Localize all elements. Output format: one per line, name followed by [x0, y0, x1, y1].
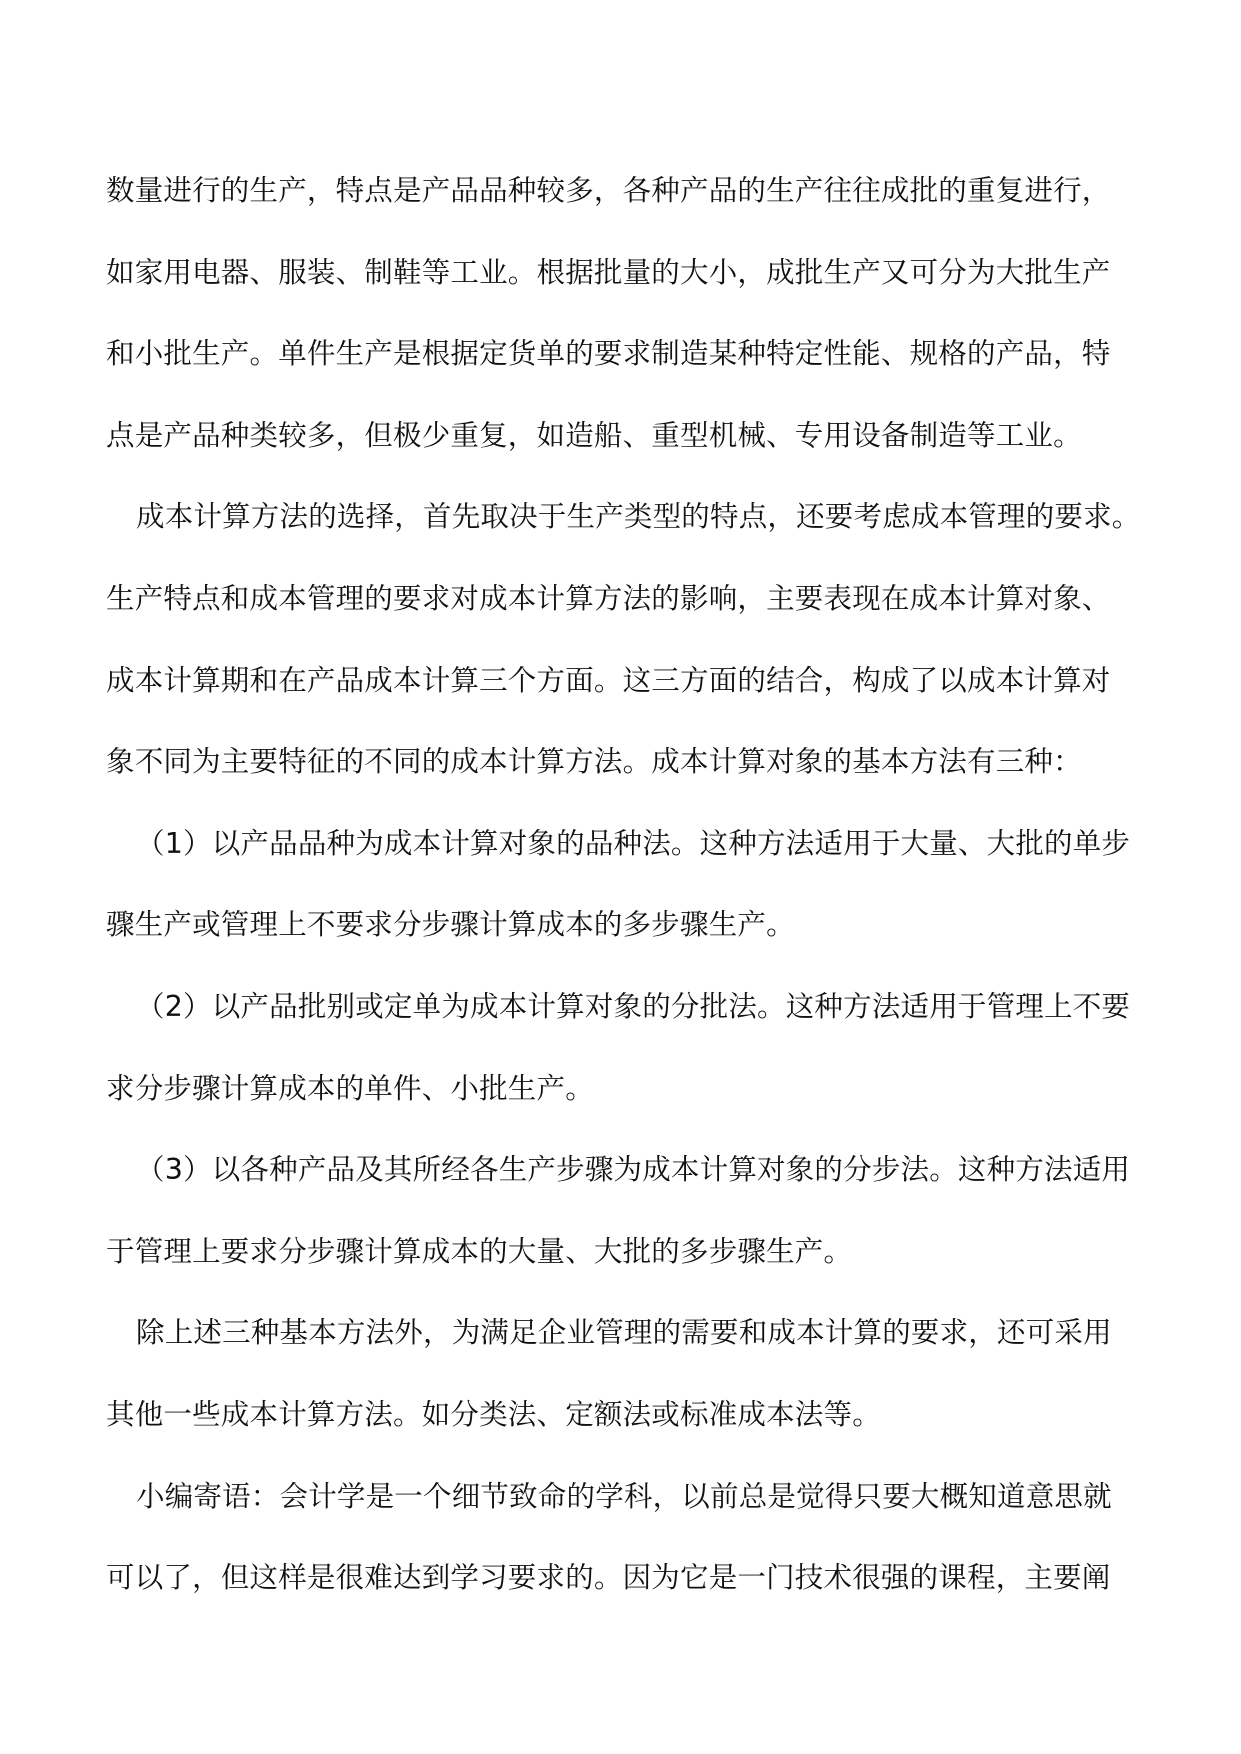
editor-note-line: 小编寄语：会计学是一个细节致命的学科，以前总是觉得只要大概知道意思就 — [136, 1479, 1112, 1513]
text-line: 点是产品种类较多，但极少重复，如造船、重型机械、专用设备制造等工业。 — [106, 418, 1082, 452]
list-item-1-line: （1）以产品品种为成本计算对象的品种法。这种方法适用于大量、大批的单步 — [136, 826, 1131, 860]
paragraph-start-line: 除上述三种基本方法外，为满足企业管理的需要和成本计算的要求，还可采用 — [136, 1316, 1112, 1350]
text-line: 成本计算期和在产品成本计算三个方面。这三方面的结合，构成了以成本计算对 — [106, 663, 1111, 697]
text-line: 象不同为主要特征的不同的成本计算方法。成本计算对象的基本方法有三种： — [106, 745, 1082, 779]
list-item-3-line: （3）以各种产品及其所经各生产步骤为成本计算对象的分步法。这种方法适用 — [136, 1153, 1131, 1187]
list-item-2-line: （2）以产品批别或定单为成本计算对象的分批法。这种方法适用于管理上不要 — [136, 989, 1131, 1023]
text-line: 求分步骤计算成本的单件、小批生产。 — [106, 1071, 594, 1105]
text-line: 生产特点和成本管理的要求对成本计算方法的影响，主要表现在成本计算对象、 — [106, 581, 1111, 615]
text-line: 数量进行的生产，特点是产品品种较多，各种产品的生产往往成批的重复进行， — [106, 174, 1111, 207]
body-text — [106, 150, 1146, 1619]
text-line: 其他一些成本计算方法。如分类法、定额法或标准成本法等。 — [106, 1397, 881, 1431]
text-line: 如家用电器、服装、制鞋等工业。根据批量的大小，成批生产又可分为大批生产 — [106, 255, 1111, 289]
text-line: 骤生产或管理上不要求分步骤计算成本的多步骤生产。 — [106, 908, 795, 942]
paragraph-start-line: 成本计算方法的选择，首先取决于生产类型的特点，还要考虑成本管理的要求。 — [136, 500, 1141, 534]
text-line: 可以了，但这样是很难达到学习要求的。因为它是一门技术很强的课程，主要阐 — [106, 1561, 1111, 1595]
text-line: 于管理上要求分步骤计算成本的大量、大批的多步骤生产。 — [106, 1234, 853, 1268]
text-line: 和小批生产。单件生产是根据定货单的要求制造某种特定性能、规格的产品，特 — [106, 337, 1111, 371]
